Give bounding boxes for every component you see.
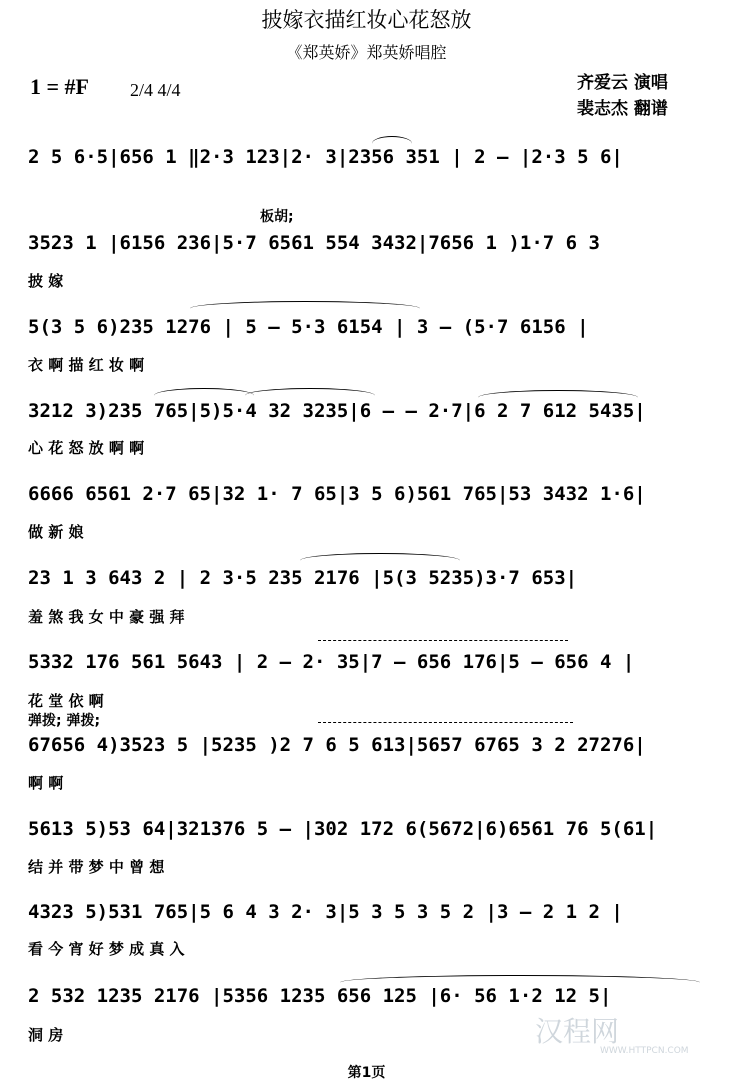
system-4-notes: 3212 3)235 765|5)5·4 32 3235|6 – – 2·7|6 2 7 612 5435| bbox=[28, 400, 646, 422]
octave-dashed-line bbox=[318, 722, 573, 723]
slur-mark bbox=[372, 136, 412, 151]
system-8-lyrics: 啊 啊 bbox=[28, 774, 64, 792]
system-9-notes: 5613 5)53 64|321376 5 – |302 172 6(5672|6)6561 76 5(61| bbox=[28, 818, 658, 840]
singer-credit: 齐爱云 演唱 bbox=[577, 73, 668, 93]
system-1-notes: 2 5 6·5|656 1 ‖2·3 123|2· 3|2356 351 | 2 – |2·3 5 6| bbox=[28, 146, 623, 168]
system-8-notes: 67656 4)3523 5 |5235 )2 7 6 5 613|5657 6765 3 2 27276| bbox=[28, 734, 646, 756]
credits bbox=[577, 70, 668, 122]
system-5-lyrics: 做 新 娘 bbox=[28, 523, 84, 541]
system-11-lyrics: 洞 房 bbox=[28, 1026, 64, 1044]
system-11-notes: 2 532 1235 2176 |5356 1235 656 125 |6· 56 1·2 12 5| bbox=[28, 985, 612, 1007]
slur-mark bbox=[478, 390, 638, 405]
system-2-notes: 3523 1 |6156 236|5·7 6561 554 3432|7656 1 )1·7 6 3 bbox=[28, 232, 600, 254]
page-number: 第1页 bbox=[347, 1065, 386, 1081]
system-6-notes: 23 1 3 643 2 | 2 3·5 235 2176 |5(3 5235)3·7 653| bbox=[28, 567, 578, 589]
system-10-lyrics: 看 今 宵 好 梦 成 真 入 bbox=[28, 940, 185, 958]
system-7-notes: 5332 176 561 5643 | 2 – 2· 35|7 – 656 176|5 – 656 4 | bbox=[28, 651, 635, 673]
score-title: 披嫁衣描红妆心花怒放 bbox=[261, 8, 472, 32]
time-signature: 2/4 4/4 bbox=[130, 80, 181, 100]
score-subtitle: 《郑英娇》郑英娇唱腔 bbox=[286, 43, 447, 62]
slur-mark bbox=[154, 388, 254, 403]
system-5-notes: 6666 6561 2·7 65|32 1· 7 65|3 5 6)561 765|53 3432 1·6| bbox=[28, 483, 646, 505]
system-3-lyrics: 衣 啊 描 红 妆 啊 bbox=[28, 356, 145, 374]
system-7-lyrics: 花 堂 依 啊 bbox=[28, 692, 104, 710]
transcriber-credit: 裴志杰 翻谱 bbox=[577, 99, 668, 119]
system-8-direction: 弹拨; 弹拨; bbox=[28, 713, 101, 729]
system-6-lyrics: 羞 煞 我 女 中 豪 强 拜 bbox=[28, 608, 185, 626]
key-signature: 1 = #F bbox=[30, 74, 89, 99]
system-10-notes: 4323 5)531 765|5 6 4 3 2· 3|5 3 5 3 5 2 |3 – 2 1 2 | bbox=[28, 901, 623, 923]
system-2-lyrics: 披 嫁 bbox=[28, 272, 64, 290]
octave-dashed-line bbox=[318, 640, 568, 641]
watermark-logo: 汉程网 bbox=[535, 1015, 620, 1048]
system-2-direction: 板胡; bbox=[260, 209, 294, 225]
slur-mark bbox=[190, 301, 420, 316]
slur-mark bbox=[300, 553, 460, 568]
watermark-url: WWW.HTTPCN.COM bbox=[600, 1046, 689, 1056]
system-4-lyrics: 心 花 怒 放 啊 啊 bbox=[28, 439, 145, 457]
system-3-notes: 5(3 5 6)235 1276 | 5 – 5·3 6154 | 3 – (5·7 6156 | bbox=[28, 316, 589, 338]
system-9-lyrics: 结 并 带 梦 中 曾 想 bbox=[28, 858, 165, 876]
slur-mark bbox=[340, 975, 700, 990]
slur-mark bbox=[245, 388, 375, 403]
